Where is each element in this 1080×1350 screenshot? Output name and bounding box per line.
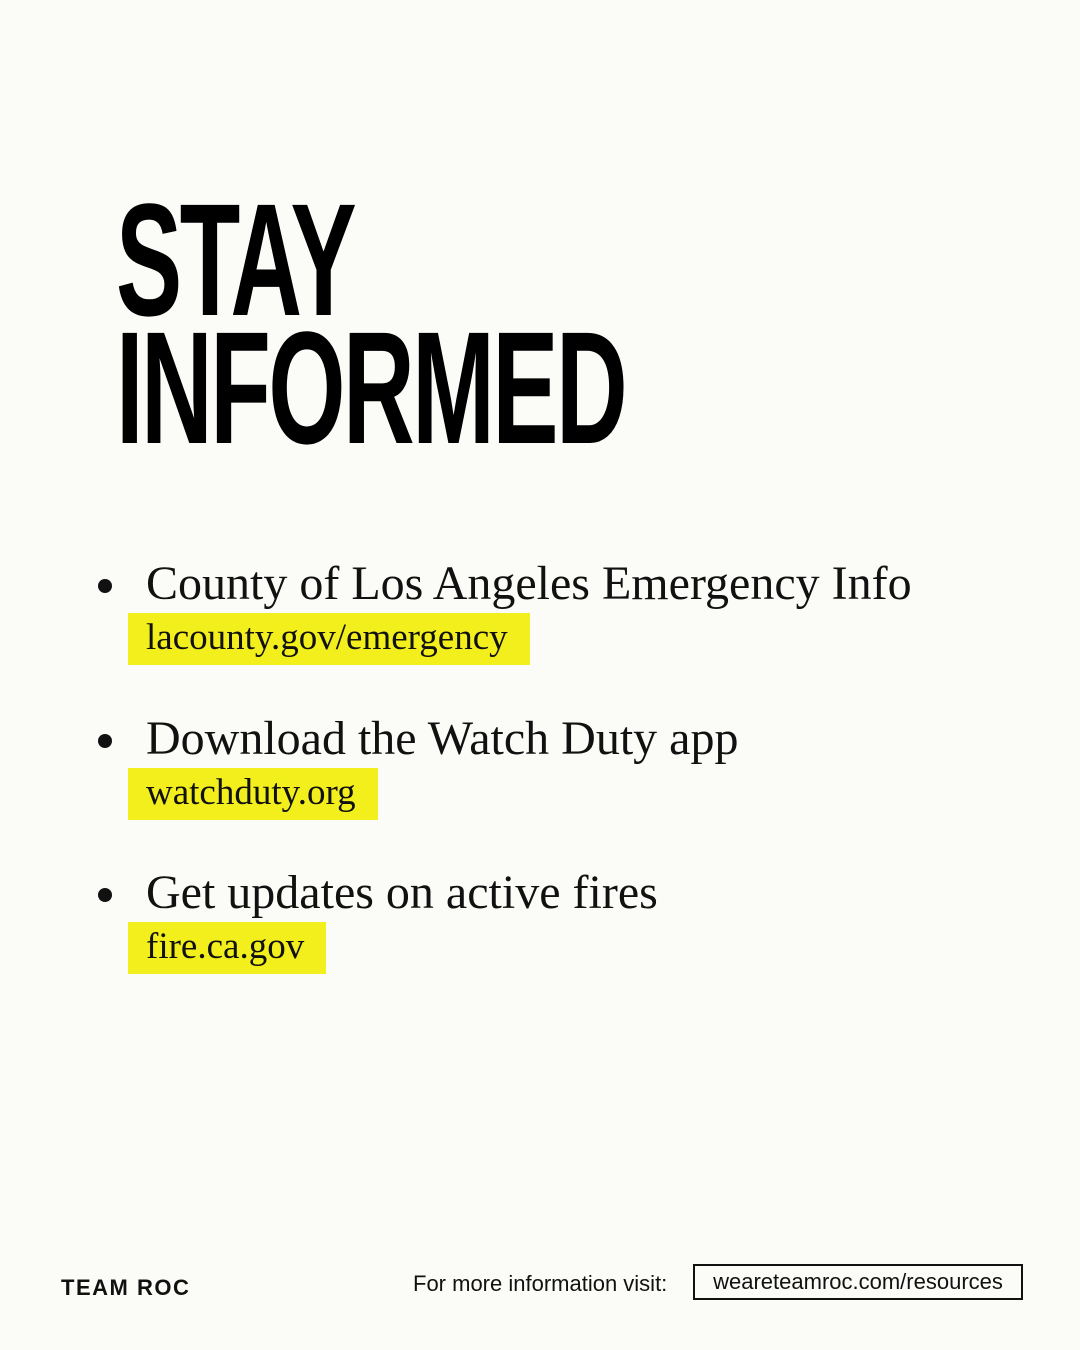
resource-link[interactable]: fire.ca.gov xyxy=(128,922,326,974)
bullet-icon xyxy=(98,734,112,748)
headline xyxy=(116,170,937,477)
more-info-label: For more information visit: xyxy=(413,1271,668,1296)
resource-link[interactable]: lacounty.gov/emergency xyxy=(128,613,530,665)
headline-line-1: STAY xyxy=(116,170,355,349)
resource-link[interactable]: watchduty.org xyxy=(128,768,378,820)
bullet-icon xyxy=(98,579,112,593)
bullet-icon xyxy=(98,888,112,902)
item-title: Get updates on active fires xyxy=(146,866,658,919)
item-title: County of Los Angeles Emergency Info xyxy=(146,557,912,610)
brand-logo-text: TEAM ROC xyxy=(61,1275,191,1300)
item-title: Download the Watch Duty app xyxy=(146,712,739,765)
more-info-link[interactable]: weareteamroc.com/resources xyxy=(693,1264,1023,1300)
headline-line-2: INFORMED xyxy=(116,298,626,477)
